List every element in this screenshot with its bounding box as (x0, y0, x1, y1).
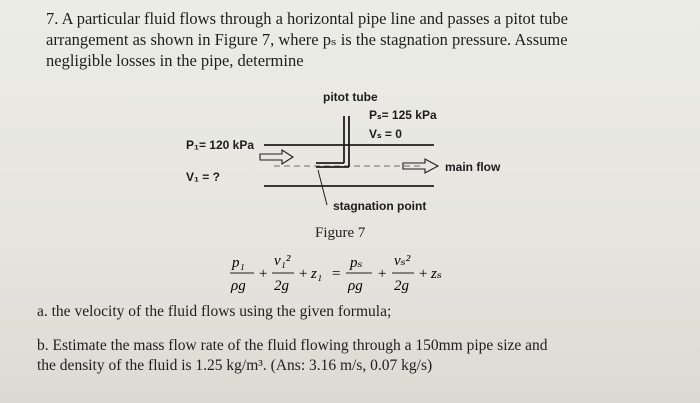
formula-equals: = (331, 266, 342, 282)
formula-zs: zₛ (431, 266, 442, 282)
question-line: 7. A particular fluid flows through a horizontal pipe line and passes a pitot tube (46, 9, 568, 28)
formula-plus: + (298, 266, 309, 282)
inlet-pressure-label: P₁= 120 kPa (186, 138, 255, 152)
formula-graphic (228, 246, 468, 306)
formula-two-g: 2g (274, 278, 289, 294)
part-b-line: the density of the fluid is 1.25 kg/m³. (Ans: 3.16 m/s, 0.07 kg/s) (37, 357, 433, 374)
formula-two-g: 2g (394, 278, 409, 294)
stagnation-pressure-label: Pₛ= 125 kPa (369, 108, 437, 122)
part-b (37, 336, 548, 376)
formula-p1: p₁ (232, 255, 245, 271)
formula-z1: z₁ (311, 266, 323, 282)
stagnation-velocity-label: Vₛ = 0 (369, 127, 402, 141)
main-flow-label: main flow (445, 160, 501, 174)
bernoulli-formula (228, 246, 468, 306)
pitot-tube-label: pitot tube (323, 90, 378, 104)
formula-rho-g: ρg (231, 278, 246, 294)
stagnation-leader-line (318, 170, 327, 205)
part-b-line: b. Estimate the mass flow rate of the fluid flowing through a 150mm pipe size and (37, 337, 548, 354)
figure-caption: Figure 7 (315, 225, 366, 241)
formula-ps: pₛ (350, 255, 363, 271)
question-line: arrangement as shown in Figure 7, where pₛ is the stagnation pressure. Assume (46, 30, 568, 49)
inlet-velocity-label: V₁ = ? (186, 170, 220, 184)
formula-vs-squared: vₛ² (394, 253, 411, 269)
stagnation-point-label: stagnation point (333, 199, 427, 213)
part-a (37, 302, 391, 322)
inlet-flow-arrow (260, 150, 293, 164)
formula-plus: + (258, 266, 269, 282)
question-line: negligible losses in the pipe, determine (46, 51, 304, 70)
formula-v1-squared: v₁² (274, 253, 291, 269)
formula-rho-g: ρg (348, 278, 363, 294)
part-a-line: a. the velocity of the fluid flows using the given formula; (37, 303, 392, 320)
formula-plus: + (418, 266, 429, 282)
formula-plus: + (377, 266, 388, 282)
